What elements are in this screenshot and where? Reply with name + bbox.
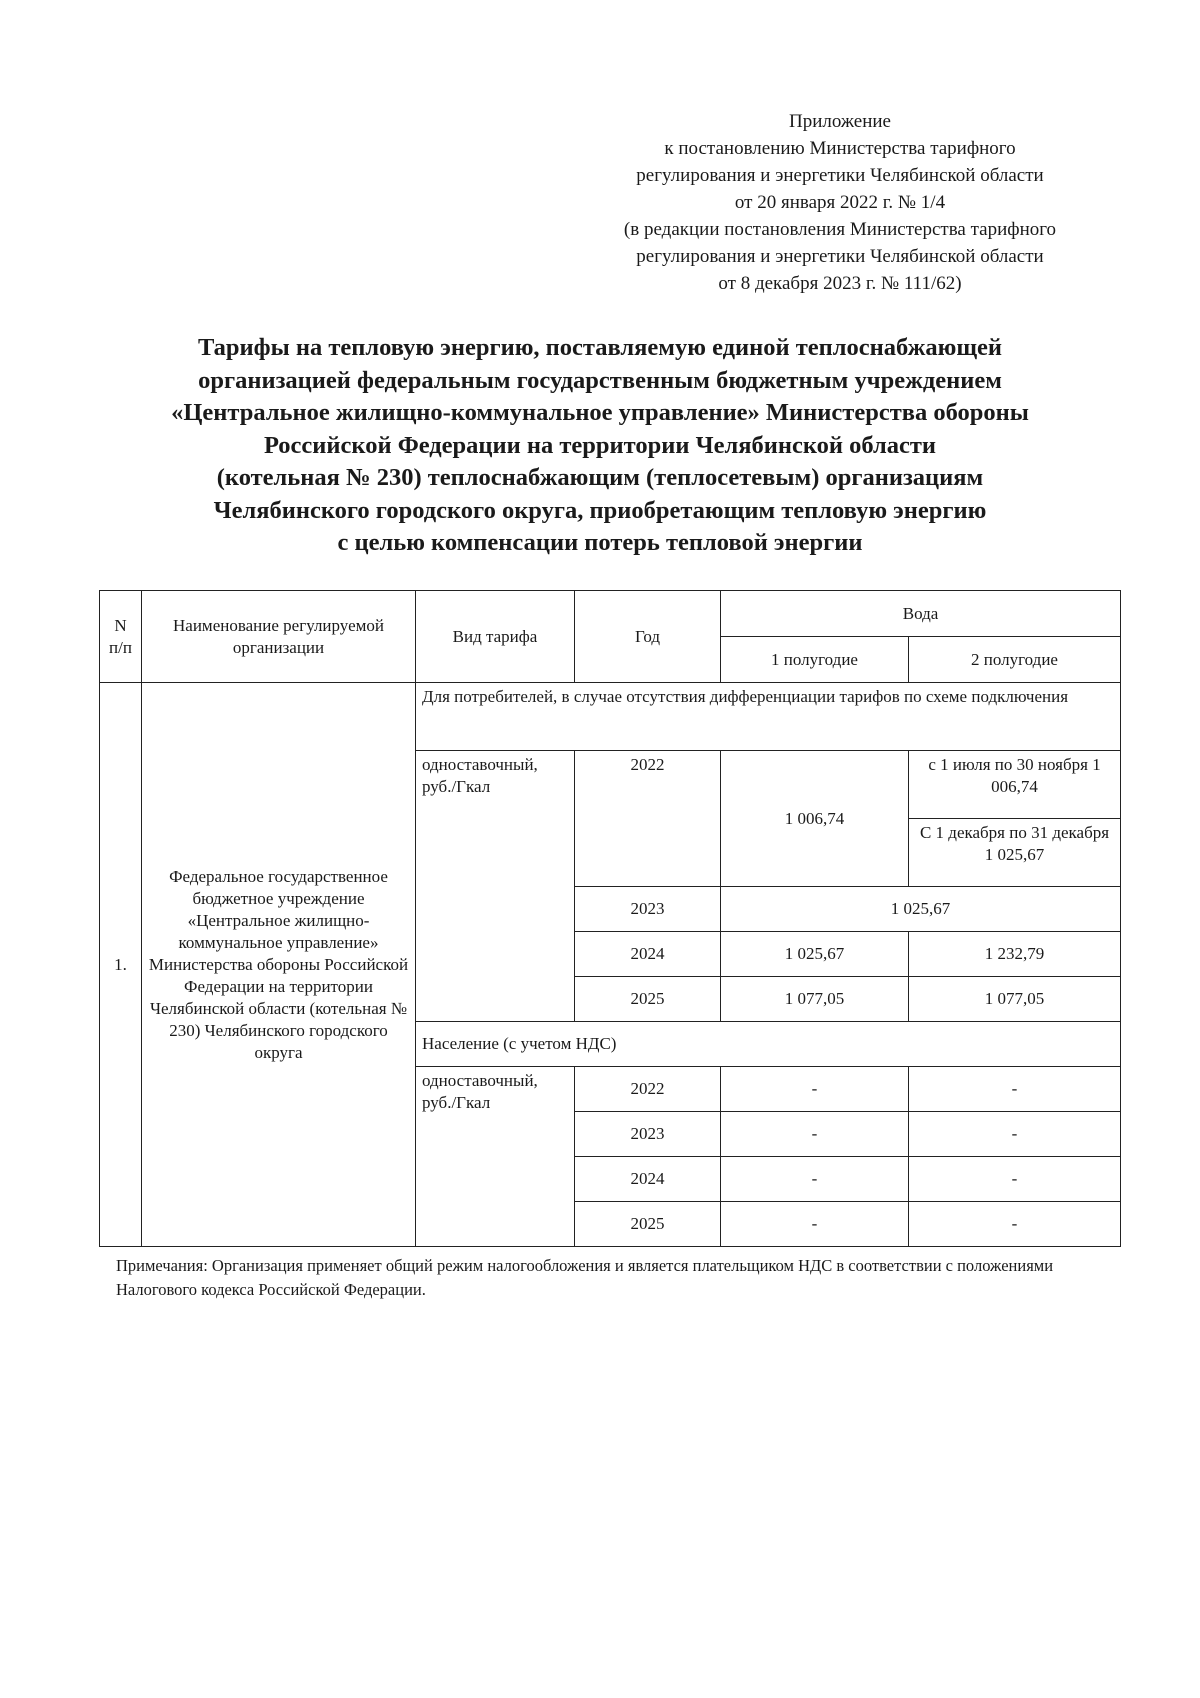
value-half2: - bbox=[909, 1157, 1121, 1202]
value-half1: - bbox=[721, 1202, 909, 1247]
header-num: N п/п bbox=[100, 591, 142, 683]
header-year: Год bbox=[575, 591, 721, 683]
footnote: Примечания: Организация применяет общий режим налогообложения и является плательщиком НДС в соответствии с положениями Налогового кодекса Российской Федерации. bbox=[116, 1256, 1054, 1299]
year-cell: 2023 bbox=[575, 1112, 721, 1157]
appendix-line: (в редакции постановления Министерства тарифного bbox=[623, 219, 1057, 240]
value-half2: - bbox=[909, 1202, 1121, 1247]
value-half1: - bbox=[721, 1067, 909, 1112]
header-half1: 1 полугодие bbox=[721, 637, 909, 683]
appendix-line: от 20 января 2022 г. № 1/4 bbox=[734, 192, 946, 213]
title-line: Российской Федерации на территории Челябинской области bbox=[263, 431, 937, 459]
year-cell: 2022 bbox=[575, 1067, 721, 1112]
year-cell: 2025 bbox=[575, 977, 721, 1022]
section1-tariff-type: одноставочный, руб./Гкал bbox=[416, 751, 575, 1022]
section2-label: Население (с учетом НДС) bbox=[416, 1022, 1121, 1067]
header-row bbox=[100, 591, 1121, 637]
appendix-header bbox=[560, 108, 1120, 297]
header-tariff-type: Вид тарифа bbox=[416, 591, 575, 683]
title-line: Тарифы на тепловую энергию, поставляемую единой теплоснабжающей bbox=[197, 334, 1003, 361]
value-full-year: 1 025,67 bbox=[721, 887, 1121, 932]
year-cell: 2025 bbox=[575, 1202, 721, 1247]
appendix-line: регулирования и энергетики Челябинской области bbox=[636, 165, 1044, 186]
title-line: «Центральное жилищно-коммунальное управление» Министерства обороны bbox=[171, 399, 1029, 426]
year-cell: 2024 bbox=[575, 932, 721, 977]
row-number: 1. bbox=[100, 683, 142, 1247]
appendix-line: к постановлению Министерства тарифного bbox=[664, 138, 1016, 159]
title-line: с целью компенсации потерь тепловой энергии bbox=[337, 529, 863, 556]
value-half1: 1 025,67 bbox=[721, 932, 909, 977]
header-org: Наименование регулируемой организации bbox=[142, 591, 416, 683]
document-title bbox=[80, 332, 1120, 560]
section2-tariff-type: одноставочный, руб./Гкал bbox=[416, 1067, 575, 1247]
section1-label-row bbox=[100, 683, 1121, 751]
value-half1: 1 077,05 bbox=[721, 977, 909, 1022]
year-cell: 2024 bbox=[575, 1157, 721, 1202]
value-half2: 1 077,05 bbox=[909, 977, 1121, 1022]
value-half2: - bbox=[909, 1112, 1121, 1157]
value-half1: - bbox=[721, 1157, 909, 1202]
appendix-line: регулирования и энергетики Челябинской области bbox=[636, 246, 1044, 267]
organization-name: Федеральное государственное бюджетное учреждение «Центральное жилищно-коммунальное управление» Министерства обороны Российской Федерации на территории Челябинской области (котельная № 230) Челябинского городского округа bbox=[142, 683, 416, 1247]
value-half2: - bbox=[909, 1067, 1121, 1112]
value-half2-july-november: с 1 июля по 30 ноября 1 006,74 bbox=[909, 751, 1121, 819]
section1-label: Для потребителей, в случае отсутствия дифференциации тарифов по схеме подключения bbox=[416, 683, 1121, 751]
title-line: Челябинского городского округа, приобретающим тепловую энергию bbox=[213, 496, 987, 524]
year-cell: 2023 bbox=[575, 887, 721, 932]
year-cell: 2022 bbox=[575, 751, 721, 887]
appendix-line: Приложение bbox=[789, 111, 891, 132]
tariff-table bbox=[99, 590, 1121, 1247]
value-half1: - bbox=[721, 1112, 909, 1157]
value-half2-december: С 1 декабря по 31 декабря 1 025,67 bbox=[909, 819, 1121, 887]
appendix-line: от 8 декабря 2023 г. № 111/62) bbox=[718, 273, 962, 294]
value-half1: 1 006,74 bbox=[721, 751, 909, 887]
title-line: (котельная № 230) теплоснабжающим (теплосетевым) организациям bbox=[216, 464, 984, 491]
title-line: организацией федеральным государственным бюджетным учреждением bbox=[198, 366, 1002, 394]
header-water: Вода bbox=[721, 591, 1121, 637]
header-half2: 2 полугодие bbox=[909, 637, 1121, 683]
value-half2: 1 232,79 bbox=[909, 932, 1121, 977]
